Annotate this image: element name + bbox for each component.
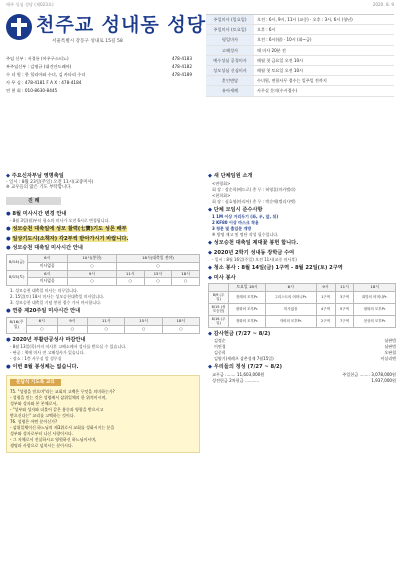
mass-schedule — [206, 14, 394, 97]
donor-row — [214, 344, 396, 349]
donor-name: 오판철 — [384, 350, 396, 356]
staff-phone: 478-4183 — [171, 56, 192, 61]
table-cell: 15시 — [144, 270, 172, 278]
catechism-line: - 삼위일체이신 하느님의 제3위로서 교회를 성화시키는 분을 — [10, 425, 115, 431]
schedule-label: 유아세례 — [206, 86, 254, 95]
table-cell: ○ — [88, 325, 125, 333]
bullet-icon: ◆ — [208, 364, 214, 371]
table-header: 6시 — [265, 284, 316, 292]
table-cell: 그리스도의 어머니Pr. — [265, 291, 316, 303]
table-cell: 미사없음 — [265, 303, 316, 315]
notice-heading — [6, 245, 200, 252]
notice-title: 감사헌금 (7/27 ~ 8/2) — [213, 330, 271, 337]
feast-title: 주요신자부님 영명축일 — [11, 173, 64, 179]
top-bar — [6, 2, 394, 10]
table-cell: 3구역 — [335, 291, 354, 303]
table-cell: 11시 — [116, 270, 144, 278]
table-cell: 평화의 모후Pr. — [354, 303, 396, 315]
table-header: 토요일 18시 — [229, 284, 266, 292]
schedule-label: 혼인면담 — [206, 76, 254, 85]
notice-text: - 판공 : 책에 미사 전 고해성사가 있습니다. — [10, 350, 85, 355]
table-cell: 미사없음 — [27, 262, 67, 270]
notice-title: 미사 봉사 — [213, 274, 236, 281]
staff-row — [6, 64, 192, 72]
table-row — [209, 291, 396, 303]
donor-name: 김정순 — [214, 338, 226, 344]
schedule-label: 성모성심 신심미사 — [206, 66, 254, 75]
notice-heading — [208, 364, 396, 371]
notice-title: 성모승천 대축일에 성모 찰력(七寶)기도 성몬 배부 — [12, 226, 127, 233]
donor-name: 심판범 — [384, 344, 396, 350]
notice-text: <현희회> — [212, 192, 231, 198]
schedule-value: 오전 : 6시(월) · 10시 (화~금) — [257, 37, 312, 43]
notice-heading — [208, 275, 396, 282]
bullet-icon: ● — [6, 364, 13, 370]
parish-address: 서울특별시 강동구 성내로 15길 58 — [52, 39, 123, 44]
issue-label: 매주 성심 성당 (제023호) — [6, 2, 54, 7]
staff-name: 연 현 회 : 010-8630-8445 — [6, 87, 58, 93]
donor-name: 김중희 — [214, 350, 226, 356]
table-row — [7, 317, 200, 325]
offering-row — [212, 378, 396, 383]
table-header: 11시 — [335, 284, 354, 292]
staff-name: 주임 신부 : 서경룡 (아우구스티노) — [6, 56, 69, 61]
schedule-label: 예수성심 공경미사 — [206, 56, 254, 65]
table-cell: 10시(봉헌) — [67, 254, 116, 262]
schedule-row — [206, 86, 394, 96]
notice-title: 성모승천 대축일 미사시간 안내 — [12, 245, 83, 252]
rule-item: 3 청문 및 출입문 개방 — [212, 226, 252, 231]
table-cell: 11시 — [88, 317, 125, 325]
table-row — [7, 254, 200, 262]
offering-item: 1,937,000원 — [371, 377, 396, 383]
bullet-icon: ● — [6, 308, 13, 315]
feast-text: - 일시 : 8월 23일(주일) 오전 11시(교중미사) — [6, 179, 94, 185]
catechism-line: - "성부와 성자와 더불어 같은 흠숭과 영광을 받으시고 — [10, 407, 104, 413]
staff-row — [6, 88, 192, 96]
notice-heading — [6, 226, 200, 233]
catechism-title: 문답식 기도목 교리 — [10, 379, 61, 387]
table-date: 8/15(토) — [7, 270, 28, 286]
table-date: 8/14(금) — [7, 254, 28, 270]
notice-title: 일상기도시(소책자) 각2부씩 받아가시기 바랍니다. — [12, 235, 129, 242]
bullet-icon: ◆ — [208, 330, 214, 337]
catechism-line: 성부와 성자로부터 나신 사랑이시다. — [10, 431, 74, 437]
schedule-row — [206, 66, 394, 76]
catechism-line: 받으신다는" 교리를 고백하는 것이다. — [10, 413, 75, 419]
donor-name: 이연경 — [214, 344, 226, 350]
offering-row — [212, 372, 396, 377]
issue-date: 2020. 8. 9 — [372, 2, 394, 7]
bullet-icon: ● — [6, 336, 13, 343]
news-header: 진 례 — [6, 197, 61, 205]
notice-title: 청소 봉사 : 8월 14일(금) 1구역 - 8월 22일(토) 2구역 — [213, 265, 343, 271]
notice-title: 8월 미사시간 변경 안내 — [12, 210, 67, 217]
table-cell: ○ — [67, 278, 116, 286]
bullet-icon: ◆ — [208, 206, 214, 213]
schedule-value: 사무실 문의(수시접수) — [257, 88, 298, 94]
table-cell: 7구역 — [335, 315, 354, 327]
table-cell: 18시 — [172, 270, 200, 278]
notice-text: - 8월 13일(목)까지 미사후 고해소에서 성사를 받으실 수 있습니다. — [10, 344, 127, 349]
table-cell: 15시 — [125, 317, 162, 325]
notice-heading — [208, 250, 396, 257]
table-cell: 9시 — [57, 317, 88, 325]
table-cell: ○ — [125, 325, 162, 333]
sunday-mass-table — [6, 317, 200, 334]
catechism-box — [6, 375, 200, 454]
rule-item: 2 KF80 이상 마스크 착용 — [212, 220, 259, 225]
table-cell: 6시 — [27, 254, 67, 262]
bullet-icon: ● — [6, 235, 13, 242]
notice-text: <연령회> — [212, 180, 231, 186]
table-cell: 자비의 모후Pr. — [265, 315, 316, 327]
table-cell — [209, 284, 229, 292]
staff-phone: 478-4189 — [171, 71, 192, 77]
table-cell: 18시(대축일 전야) — [116, 254, 199, 262]
table-cell: 2구역 — [316, 315, 335, 327]
table-row — [7, 270, 200, 278]
table-date: 8/9 (주일) — [209, 291, 229, 303]
schedule-row — [206, 15, 394, 25]
offering-item: 교무금 ........ 11,603,000원 — [212, 371, 265, 377]
notice-heading — [6, 364, 200, 371]
bullet-icon: ◆ — [208, 274, 214, 281]
mass-duty-table — [208, 283, 396, 328]
table-cell: ○ — [116, 262, 199, 270]
donor-row — [214, 338, 396, 343]
table-cell: 정화의 모후Pr. — [229, 315, 266, 327]
staff-name: 사 무 실 : 478-4181 F A X : 478-4184 — [6, 79, 82, 85]
catechism-line: 생명과 사랑으로 넘치시는 분이시다. — [10, 443, 74, 449]
right-column — [208, 170, 396, 384]
staff-phone: 478-4182 — [171, 63, 192, 69]
table-row — [209, 303, 396, 315]
notice-heading — [6, 308, 200, 315]
table-cell: 4구역 — [316, 303, 335, 315]
table-row — [7, 325, 200, 333]
table-cell: 희망의 어머니Pr. — [354, 291, 396, 303]
bullet-icon: ◆ — [208, 173, 214, 179]
table-cell: ○ — [116, 278, 144, 286]
table-cell: 5구역 — [335, 303, 354, 315]
notice-text: - 8월 3일(월)부터 평소의 미사가 오전 6시로 변경됩니다. — [10, 218, 110, 224]
bullet-icon: ● — [6, 226, 13, 233]
staff-name: 수 녀 원 : 한 힐리아와 수녀, 김 카타리 수녀 — [6, 71, 86, 77]
table-note: 2. 15일(토) 18시 미사는 성모승천대축일 미사입니다. — [10, 294, 105, 300]
staff-name: 부주임신부 : 김명규 (대건안드레아) — [6, 63, 72, 69]
schedule-value: 매월 첫 금요일 오전 10시 — [257, 57, 304, 63]
bullet-icon: ● — [6, 210, 13, 217]
offering-item: 주일헌금 ........ 3,078,000원 — [342, 371, 396, 377]
notice-title: 성모승천 대축일 제대꽃 봉헌 합니다. — [213, 240, 299, 246]
staff-row — [6, 56, 192, 64]
table-cell: ○ — [57, 325, 88, 333]
notice-heading — [6, 337, 200, 344]
table-row — [7, 278, 200, 286]
staff-list — [6, 56, 192, 95]
table-cell: ○ — [162, 325, 199, 333]
table-date: 8/15 (성모승천) — [209, 303, 229, 315]
bullet-icon: ◆ — [6, 173, 12, 179]
notice-heading — [208, 173, 396, 180]
cross-logo-icon — [6, 14, 32, 40]
notice-title: 2020년 2학기 성내동 장학금 수여 — [213, 249, 295, 256]
table-cell: 미사없음 — [27, 278, 67, 286]
catechism-line: 75. "성령을 믿으며"라는 교회의 고백은 무엇을 의미하는가? — [10, 389, 115, 395]
schedule-label: 평일미사 — [206, 35, 254, 44]
feast-note: ※ 교우들의 많은 기도 부탁합니다. — [6, 185, 72, 190]
schedule-row — [206, 46, 394, 56]
catechism-line: - 그 자체로서 진실하시고 영원하신 하느님이시며, — [10, 437, 97, 443]
bullet-icon: ● — [6, 245, 13, 252]
notice-title: 연중 제20주일 미사시간 안내 — [12, 308, 81, 315]
catechism-line: - 성령을 믿는 것은 성령께서 삼위일체의 한 위격이시며, — [10, 395, 107, 401]
notice-text: 회 장 : 심효영(마리아) 총 무 : 박순애(엘리사벳) — [212, 198, 296, 204]
table-cell: 6시 — [27, 270, 67, 278]
notice-title: 2020년 부활판공성사 마감안내 — [12, 336, 86, 343]
schedule-row — [206, 76, 394, 86]
schedule-label: 고해성사 — [206, 46, 254, 55]
table-cell: 천상의 모후Pr. — [354, 315, 396, 327]
table-row — [209, 315, 396, 327]
table-row — [209, 284, 396, 292]
table-date: 8/16(주일) — [7, 317, 27, 333]
table-row — [7, 262, 200, 270]
offering-item: 성전헌금 2차헌금 ........... — [212, 377, 260, 383]
table-cell: 6시 — [27, 317, 58, 325]
table-header: 18시 — [354, 284, 396, 292]
table-cell: 전례의 모후Pr. — [229, 291, 266, 303]
table-cell: ○ — [144, 278, 172, 286]
notice-text: - 일시 : 8월 16일(주일) 오전 11시(교중 미사후) — [212, 257, 297, 262]
table-header: 9시 — [316, 284, 335, 292]
table-cell: 18시 — [162, 317, 199, 325]
assumption-mass-table — [6, 254, 200, 287]
table-note: 1. 성모승천 대축일 미사는 의무입니다. — [10, 288, 79, 294]
bullet-icon: ◆ — [208, 240, 214, 246]
donor-row — [214, 350, 396, 355]
catechism-line: 76. 성령은 어떤 분이신가? — [10, 419, 58, 425]
schedule-row — [206, 35, 394, 45]
bullet-icon: ◆ — [208, 249, 214, 256]
notice-heading — [208, 265, 396, 272]
notice-heading — [6, 211, 200, 218]
notice-title: 이번 8월 봉성체는 없습니다. — [12, 364, 79, 370]
staff-row — [6, 80, 192, 88]
notice-heading — [208, 240, 396, 247]
staff-row — [6, 72, 192, 80]
schedule-value: 오전 : 6시, 9시, 11시 (교중) · 오후 : 3시, 6시 (청년) — [257, 17, 353, 23]
schedule-value: 오후 : 6시 — [257, 27, 276, 33]
table-note: 3. 성모승천 대축일 기념 봉헌 접수 가서 마시합니다. — [10, 300, 102, 306]
donor-row — [214, 356, 396, 361]
parish-title: 천주교 성내동 성당 — [36, 14, 207, 36]
schedule-label: 주일미사 (일요일) — [206, 15, 254, 24]
table-cell: 평화의 모후Pr. — [229, 303, 266, 315]
notice-title: 단체 모임시 준수사항 — [213, 206, 263, 213]
notice-text: 회 장 : 장순희(베드로) 총 무 : 허영훈(미카엘라) — [212, 186, 296, 192]
table-cell: 1구역 — [316, 291, 335, 303]
notice-heading — [6, 236, 200, 243]
catechism-line: 성부와 성자와 본 본체로서, — [10, 401, 58, 407]
schedule-label: 주일미사 (토요일) — [206, 25, 254, 34]
donor-name: 김양기(세레츠 삼촌성재 7월15일) — [214, 356, 274, 362]
table-date: 8/16 (주일) — [209, 315, 229, 327]
bullet-icon: ◆ — [208, 265, 214, 271]
rule-note: ※ 방명 제고 및 명단 작성 필수입니다. — [212, 232, 279, 237]
left-column — [6, 170, 200, 453]
notice-title: 새 단체임원 소개 — [213, 173, 253, 179]
notice-text: - 장소 : 1층 사무실 앞 성무실 — [10, 356, 62, 361]
table-cell: ○ — [172, 278, 200, 286]
donor-name: 심판범 — [384, 338, 396, 344]
notice-heading — [208, 331, 396, 338]
schedule-row — [206, 25, 394, 35]
table-cell: ○ — [27, 325, 58, 333]
notice-heading — [208, 207, 396, 214]
schedule-value: 매월 첫 토요일 오전 10시 — [257, 67, 304, 73]
schedule-value: 매 미사 20분 전 — [257, 47, 286, 53]
schedule-row — [206, 56, 394, 66]
rule-item: 1 1M 이상 거리두기 (좌, 우, 앞, 뒤) — [212, 214, 279, 219]
schedule-value: 수녀원, 연합사무 접수는 일주일 전까지 — [257, 78, 327, 84]
table-cell: ○ — [67, 262, 116, 270]
donor-name: 이실리엔 — [380, 356, 396, 362]
table-cell: 9시 — [67, 270, 116, 278]
notice-title: 우리들의 정성 (7/27 ~ 8/2) — [213, 364, 283, 371]
